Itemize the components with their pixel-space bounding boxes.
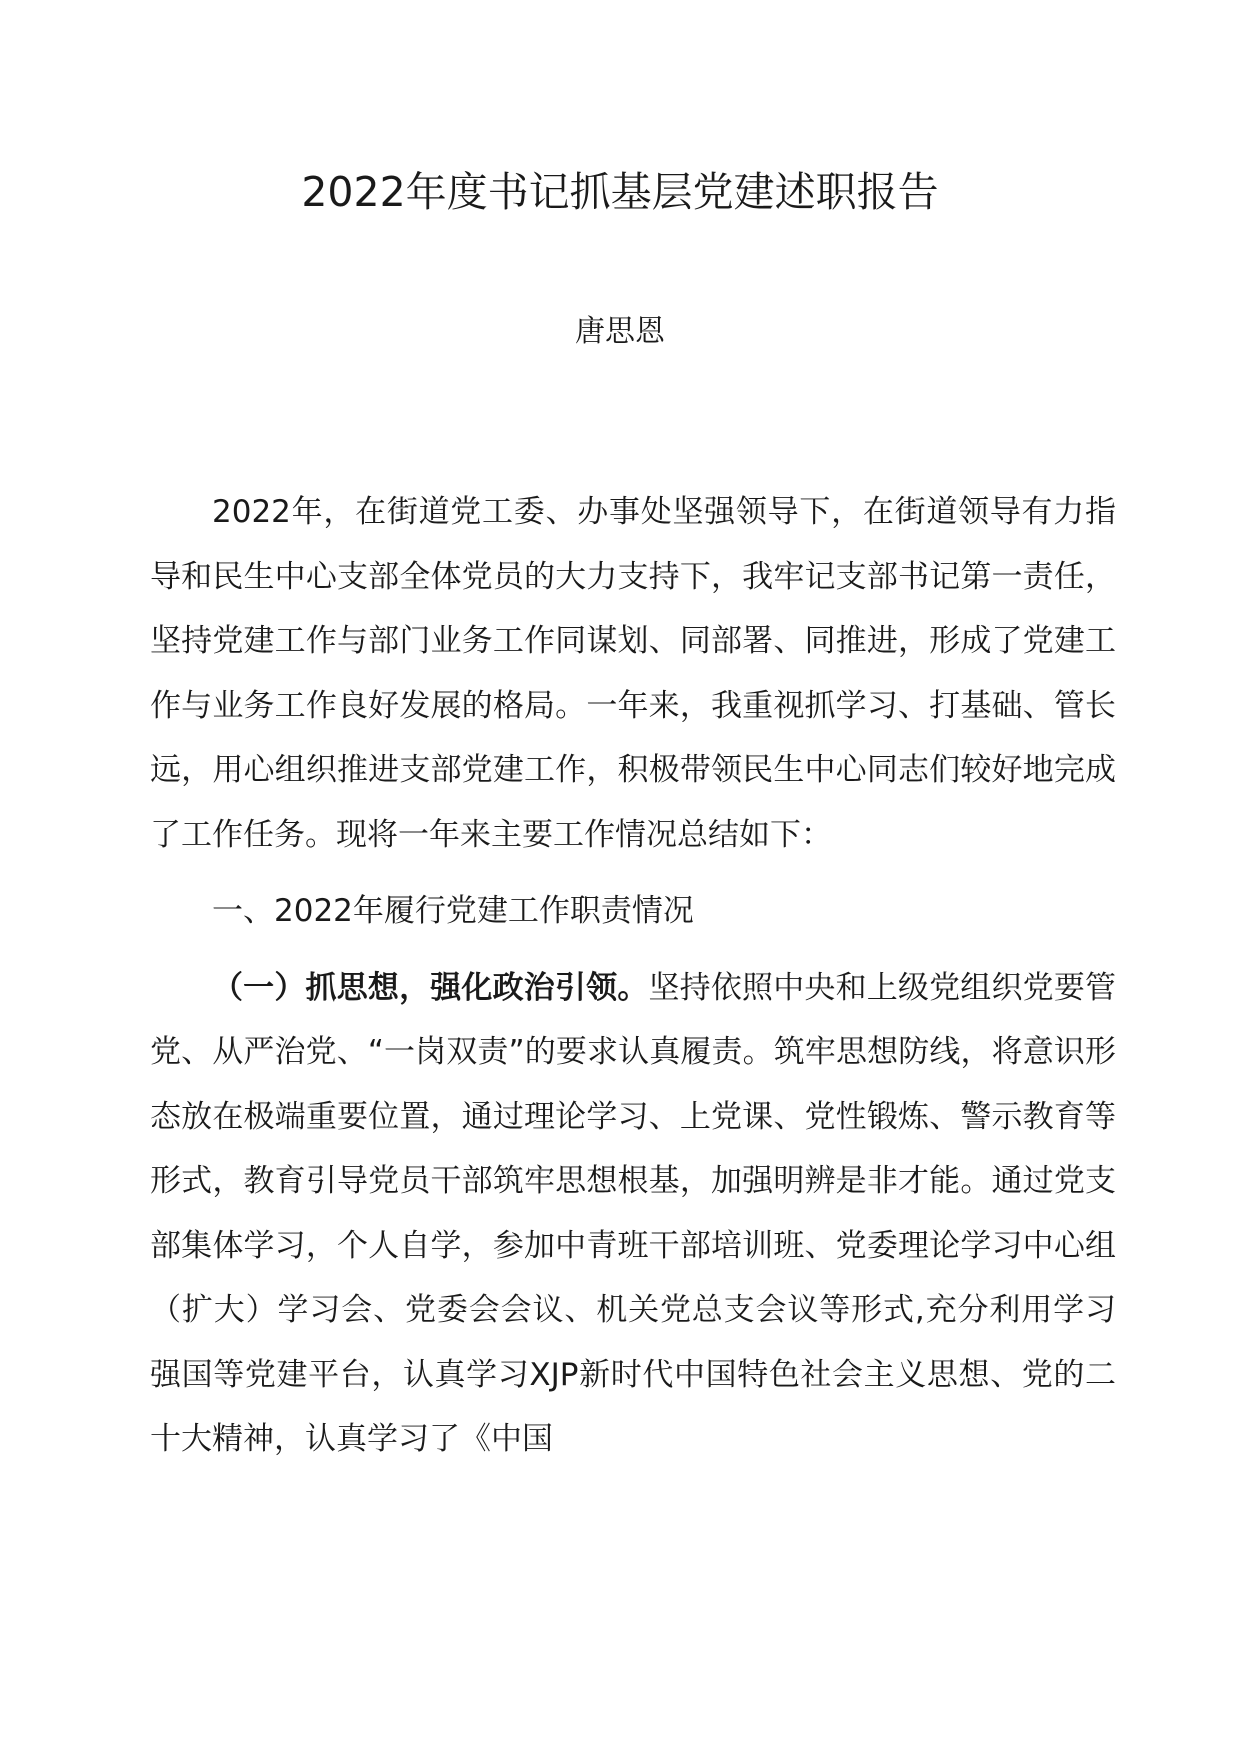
document-author: 唐思恩 [575, 314, 665, 349]
subsection-body: 坚持依照中央和上级党组织党要管党、从严治党、“一岗双责”的要求认真履责。筑牢思想防线，将意识形态放在极端重要位置，通过理论学习、上党课、党性锻炼、警示教育等形式，教育引导党员干部筑牢思想根基，加强明辨是非才能。通过党支部集体学习，个人自学，参加中青班干部培训班、党委理论学习中心组（扩大）学习会、党委会会议、机关党总支会议等形式,充分利用学习强国等党建平台，认真学习XJP新时代中国特色社会主义思想、党的二十大精神，认真学习了《中国 [150, 969, 1116, 1457]
section-paragraph-1 [150, 956, 1116, 1472]
section-heading-1: 一、2022年履行党建工作职责情况 [212, 893, 694, 929]
document-body [150, 480, 1116, 1472]
document-title: 2022年度书记抓基层党建述职报告 [301, 168, 939, 216]
subsection-lead: （一）抓思想，强化政治引领。 [212, 969, 649, 1006]
intro-paragraph: 2022年，在街道党工委、办事处坚强领导下，在街道领导有力指导和民生中心支部全体党员的大力支持下，我牢记支部书记第一责任，坚持党建工作与部门业务工作同谋划、同部署、同推进，形成了党建工作与业务工作良好发展的格局。一年来，我重视抓学习、打基础、管长远，用心组织推进支部党建工作，积极带领民生中心同志们较好地完成了工作任务。现将一年来主要工作情况总结如下： [150, 494, 1116, 853]
